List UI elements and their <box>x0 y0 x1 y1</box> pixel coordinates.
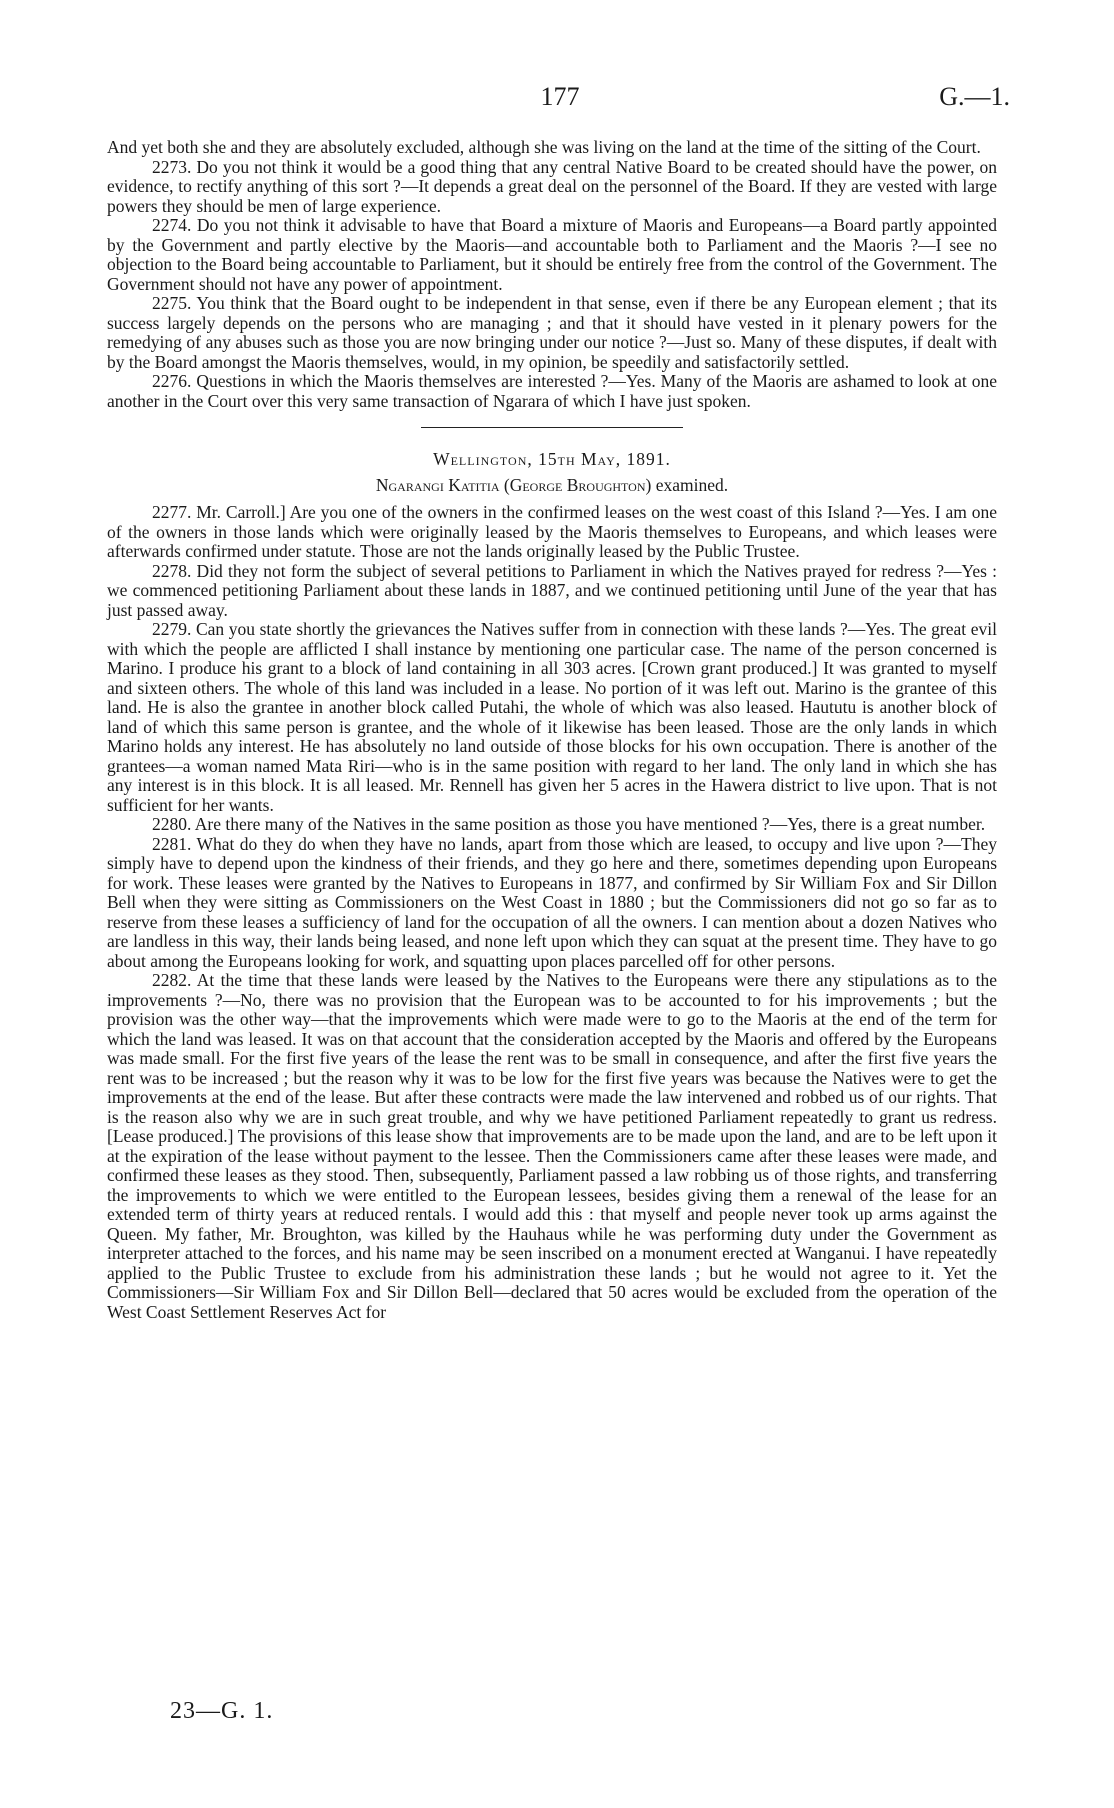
paragraph-2274: 2274. Do you not think it advisable to have that Board a mixture of Maoris and Europeans—a Board partly appointed by the Government and partly elective by the Maoris—and accountable both to Parliament and the Maoris ?—I see no objection to the Board being accountable to Parliament, but it should be entirely free from the control of the Government. The Government should not have any power of appointment. <box>107 215 997 294</box>
paragraph-2278: 2278. Did they not form the subject of several petitions to Parliament in which the Natives prayed for redress ?—Yes : we commenced petitioning Parliament about these lands in 1887, and we continued petitioning until June of the year that has just passed away. <box>107 560 997 620</box>
page-header <box>0 82 1114 118</box>
paragraph-2273: 2273. Do you not think it would be a good thing that any central Native Board to be created should have the power, on evidence, to rectify anything of this sort ?—It depends a great deal on the personnel of the Board. If they are vested with large powers they should be men of large experience. <box>107 156 997 216</box>
page-number: 177 <box>540 82 580 111</box>
series-reference: G.—1. <box>939 82 1010 111</box>
paragraph-2277: 2277. Mr. Carroll.] Are you one of the owners in the confirmed leases on the west coast of this Island ?—Yes. I am one of the owners in those lands which were originally leased by the Maoris themselves to Europeans, and which leases were afterwards confirmed under statute. Those are not the lands originally leased by the Public Trustee. <box>107 502 997 561</box>
paragraph-2281: 2281. What do they do when they have no lands, apart from those which are leased, to occupy and live upon ?—They simply have to depend upon the kindness of their friends, and they go here and there, sometimes depending upon Europeans for work. These leases were granted by the Natives to Europeans in 1877, and confirmed by Sir William Fox and Sir Dillon Bell when they were sitting as Commissioners on the West Coast in 1880 ; but the Commissioners did not go so far as to reserve from these leases a sufficiency of land for the occupation of all the owners. I can mention about a dozen Natives who are landless in this way, their lands being leased, and none left upon which they can squat at the present time. They have to go about among the Europeans looking for work, and squatting upon places parcelled off for other persons. <box>107 833 997 971</box>
section-divider <box>421 427 683 428</box>
witness-examined: examined. <box>655 474 729 495</box>
paragraph-2280: 2280. Are there many of the Natives in the same position as those you have mentioned ?—Yes, there is a great number. <box>152 814 986 834</box>
witness-heading <box>107 476 997 496</box>
signature-mark: 23—G. 1. <box>170 1698 274 1724</box>
paragraph-2276: 2276. Questions in which the Maoris themselves are interested ?—Yes. Many of the Maoris are ashamed to look at one another in the Court over this very same transaction of Ngarara of which I have just spoken. <box>107 371 997 411</box>
place-date-heading: Wellington, 15th May, 1891. <box>433 449 671 469</box>
paragraph-continuation: And yet both she and they are absolutely excluded, although she was living on the land at the time of the sitting of the Court. <box>107 137 981 157</box>
body-text <box>107 138 997 1322</box>
paragraph-2282: 2282. At the time that these lands were leased by the Natives to the Europeans were there any stipulations as to the improvements ?—No, there was no provision that the European was to be accounted to for his improvements ; but the provision was the other way—that the improvements which were made were to go to the Maoris at the end of the term for which the land was leased. It was on that account that the consideration accepted by the Maoris and offered by the Europeans was made small. For the first five years of the lease the rent was to be small in consequence, and after the first five years the rent was to be increased ; but the reason why it was to be low for the first five years was because the Natives were to get the improvements at the end of the lease. But after these contracts were made the law intervened and robbed us of our rights. That is the reason also why we are in such great trouble, and why we have petitioned Parliament repeatedly to grant us redress. [Lease produced.] The provisions of this lease show that improvements are to be made upon the land, and are to be left upon it at the expiration of the lease without payment to the lessee. Then the Commissioners came after these leases were made, and confirmed these leases as they stood. Then, subsequently, Parliament passed a law robbing us of those rights, and transferring the improvements to which we were entitled to the European lessees, besides giving them a renewal of the lease for an extended term of thirty years at reduced rentals. I would add this : that myself and people never took up arms against the Queen. My father, Mr. Broughton, was killed by the Hauhaus while he was performing duty under the Government as interpreter attached to the forces, and his name may be seen inscribed on a monument erected at Wanganui. I have repeatedly applied to the Public Trustee to exclude from his administration these lands ; but he would not agree to it. Yet the Commissioners—Sir William Fox and Sir Dillon Bell—declared that 50 acres would be excluded from the operation of the West Coast Settlement Reserves Act for <box>107 970 997 1322</box>
paragraph-2275: 2275. You think that the Board ought to be independent in that sense, even if there be any European element ; that its success largely depends on the persons who are managing ; and that it should have vested in it plenary powers for the remedying of any abuses such as those you are now bringing under our notice ?—Just so. Many of these disputes, if dealt with by the Board amongst the Maoris themselves, would, in my opinion, be speedily and satisfactorily settled. <box>107 293 997 372</box>
paragraph-2279: 2279. Can you state shortly the grievances the Natives suffer from in connection with these lands ?—Yes. The great evil with which the people are afflicted I shall instance by mentioning one particular case. The name of the person concerned is Marino. I produce his grant to a block of land containing in all 303 acres. [Crown grant produced.] It was granted to myself and sixteen others. The whole of this land was included in a lease. No portion of it was left out. Marino is the grantee of this land. He is also the grantee in another block called Putahi, the whole of which was also leased. Haututu is another block of land of which this same person is grantee, and the whole of it likewise has been leased. Those are the only lands in which Marino holds any interest. He has absolutely no land outside of those blocks for his own occupation. There is another of the grantees—a woman named Mata Riri—who is in the same position with regard to her land. The only land in which she has any interest is in this block. It is all leased. Mr. Rennell has given her 5 acres in the Hawera district to live upon. That is not sufficient for her wants. <box>107 619 997 815</box>
witness-name: Ngarangi Katitia (George Broughton) <box>375 474 652 495</box>
